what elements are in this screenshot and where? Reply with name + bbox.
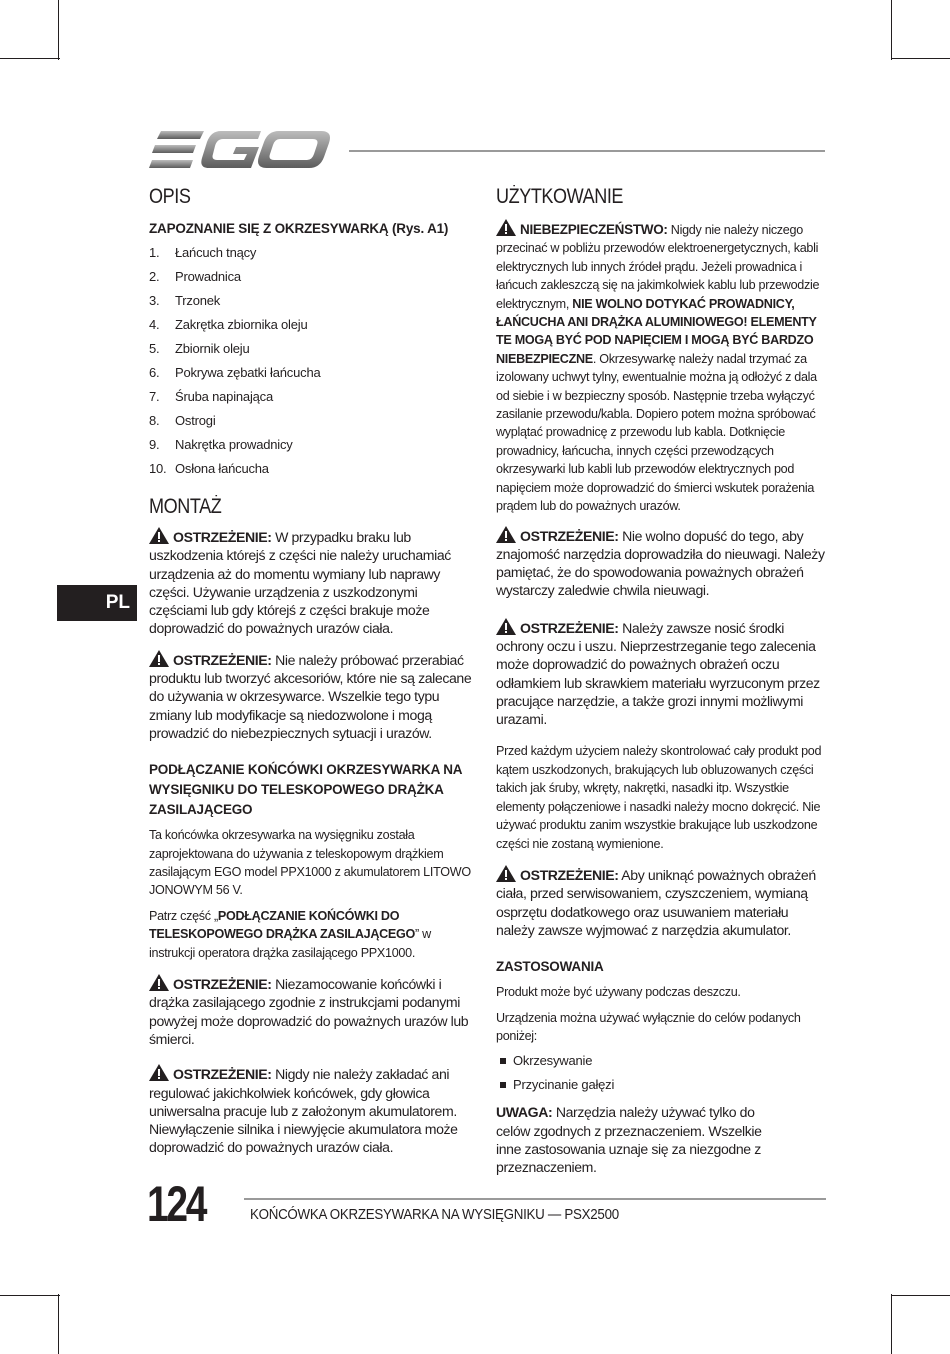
crop-mark <box>891 1295 950 1296</box>
subheading-connect: PODŁĄCZANIE KOŃCÓWKI OKRZESYWARKA NA WYSIĘGNIKU DO TELESKOPOWEGO DRĄŻKA ZASILAJĄCEGO <box>149 762 462 818</box>
subheading-zastosowania: ZASTOSOWANIA <box>496 959 604 975</box>
section-heading-uzytkowanie: UŻYTKOWANIE <box>496 185 624 208</box>
list-item: 3. Trzonek <box>149 293 221 308</box>
list-item: 8. Ostrogi <box>149 413 216 428</box>
warning-triangle-icon <box>496 526 516 543</box>
left-column <box>149 185 475 1169</box>
paragraph: Produkt może być używany podczas deszczu. <box>496 985 741 1000</box>
list-item: 4. Zakrętka zbiornika oleju <box>149 317 308 332</box>
list-item: Okrzesywanie <box>496 1049 826 1073</box>
warning-paragraph: OSTRZEŻENIE: Nigdy nie należy zakładać ani regulować jakichkolwiek końcówek, gdy głowica uniwersalna pracuje lub z założonym akumulatorem. Niewyłączenie silnika i niewyjęcie akumulatora może doprowadzić do poważnych urazów ciała. <box>149 1066 458 1156</box>
list-item: 9. Nakrętka prowadnicy <box>149 437 293 452</box>
crop-mark <box>891 0 892 60</box>
paragraph: Ta końcówka okrzesywarka na wysięgniku została zaprojektowana do używania z teleskopowym drążkiem zasilającym EGO model PPX1000 z akumulatorem LITOWO JONOWYM 56 V. <box>149 828 471 898</box>
warning-paragraph: OSTRZEŻENIE: Nie należy próbować przerabiać produktu lub tworzyć akcesoriów, które nie są zalecane do używania w okrzesywarce. Wszelkie tego typu zmiany lub modyfikacje są niedozwolone i mogą prowadzić do niebezpiecznych sytuacji i urazów. <box>149 651 472 741</box>
list-item: 10. Osłona łańcucha <box>149 461 269 476</box>
warning-paragraph: OSTRZEŻENIE: Należy zawsze nosić środki ochrony oczu i uszu. Nieprzestrzeganie tego zalecenia może doprowadzić do poważnych obrażeń oczu odłamkiem lub skrawkiem materiału wyrzuconym przez pracujące narzędzie, a także grozi innymi możliwymi urazami. <box>496 619 820 728</box>
note-paragraph: UWAGA: Narzędzia należy używać tylko do celów zgodnych z przeznaczeniem. Wszelkie inne zastosowania uznaje się za niezgodne z przeznaczeniem. <box>496 1104 762 1176</box>
warning-triangle-icon <box>149 527 169 544</box>
warning-paragraph: OSTRZEŻENIE: Nie wolno dopuść do tego, aby znajomość narzędzia doprowadziła do nieuwagi. Należy pamiętać, że do spowodowania poważnych obrażeń wystarczy zaledwie chwila nieuwagi. <box>496 527 825 599</box>
language-tab: PL <box>57 585 137 621</box>
paragraph: Przed każdym użyciem należy skontrolować cały produkt pod kątem uszkodzonych, brakujących lub obluzowanych części takich jak śruby, wkręty, nakrętki, nasadki itp. Wszystkie elementy połączeniowe i nasadki należy mocno dokręcić. Nie używać produktu zanim wszystkie brakujące lub uszkodzone części nie zostaną wymienione. <box>496 744 822 851</box>
list-item: 6. Pokrywa zębatki łańcucha <box>149 365 321 380</box>
right-column <box>496 185 826 1189</box>
ego-logo <box>149 128 331 172</box>
parts-list <box>149 241 475 481</box>
warning-triangle-icon <box>496 219 516 236</box>
crop-mark <box>0 58 60 59</box>
crop-mark <box>0 1295 60 1296</box>
warning-triangle-icon <box>149 650 169 667</box>
paragraph: Urządzenia można używać wyłącznie do celów podanych poniżej: <box>496 1010 801 1043</box>
footer-title: KOŃCÓWKA OKRZESYWARKA NA WYSIĘGNIKU — PSX2500 <box>250 1207 619 1223</box>
subheading-parts: ZAPOZNANIE SIĘ Z OKRZESYWARKĄ (Rys. A1) <box>149 221 449 236</box>
warning-triangle-icon <box>149 1064 169 1081</box>
warning-paragraph: OSTRZEŻENIE: Aby uniknąć poważnych obrażeń ciała, przed serwisowaniem, czyszczeniem, wymianą osprzętu dodatkowego oraz usuwaniem materiału należy zawsze wyjmować z narzędzia akumulator. <box>496 866 816 938</box>
warning-paragraph: OSTRZEŻENIE: W przypadku braku lub uszkodzenia którejś z części nie należy uruchamiać urządzenia aż do momentu wymiany lub naprawy części. Używanie urządzenia z uszkodzonymi częściami lub gdy którejś z części brakuje może doprowadzić do poważnych urazów ciała. <box>149 529 451 637</box>
header-rule <box>349 150 825 152</box>
warning-triangle-icon <box>149 974 169 991</box>
warning-triangle-icon <box>496 618 516 635</box>
list-item: 5. Zbiornik oleju <box>149 341 250 356</box>
section-heading-montaz: MONTAŻ <box>149 495 222 518</box>
warning-paragraph: OSTRZEŻENIE: Niezamocowanie końcówki i drążka zasilającego zgodnie z instrukcjami podanymi powyżej może doprowadzić do poważnych urazów lub śmierci. <box>149 976 469 1047</box>
list-item: 1. Łańcuch tnący <box>149 245 257 260</box>
footer-rule <box>244 1198 826 1200</box>
section-heading-opis: OPIS <box>149 185 191 208</box>
list-item: Przycinanie gałęzi <box>496 1073 826 1097</box>
paragraph: Patrz część „PODŁĄCZANIE KOŃCÓWKI DO TELESKOPOWEGO DRĄŻKA ZASILAJĄCEGO” w instrukcji operatora drążka zasilającego PPX1000. <box>149 908 431 960</box>
page-number: 124 <box>147 1176 206 1232</box>
warning-triangle-icon <box>496 865 516 882</box>
crop-mark <box>891 58 950 59</box>
applications-list <box>496 1049 826 1097</box>
crop-mark <box>58 1294 59 1354</box>
list-item: 2. Prowadnica <box>149 269 241 284</box>
crop-mark <box>891 1294 892 1354</box>
danger-paragraph: NIEBEZPIECZEŃSTWO: Nigdy nie należy niczego przecinać w pobliżu przewodów elektroenergetycznych, kabli elektrycznych lub innych źródeł prądu. Jeżeli prowadnica i łańcuch zakleszczą się na jakimkolwiek kablu lub przewodzie elektrycznym, NIE WOLNO DOTYKAĆ PROWADNICY, ŁAŃCUCHA ANI DRĄŻKA ALUMINIOWEGO! ELEMENTY TE MOGĄ BYĆ POD NAPIĘCIEM I MOGĄ BYĆ BARDZO NIEBEZPIECZNE. Okrzesywarkę należy nadal trzymać za izolowany uchwyt tylny, ewentualnie można ją odłożyć z dala od siebie i w bezpieczny sposób. Następnie trzeba wyłączyć zasilanie przewodu/kabla. Dopiero potem można spróbować wyplątać prowadnicę z przewodu lub kabla. Dotknięcie prowadnicy, łańcucha, innych części przewodzących okrzesywarki lub kabli lub przewodów elektrycznych pod napięciem może doprowadzić do śmierci wskutek porażenia prądem lub do poważnych urazów. <box>496 219 826 516</box>
list-item: 7. Śruba napinająca <box>149 389 273 404</box>
crop-mark <box>58 0 59 60</box>
